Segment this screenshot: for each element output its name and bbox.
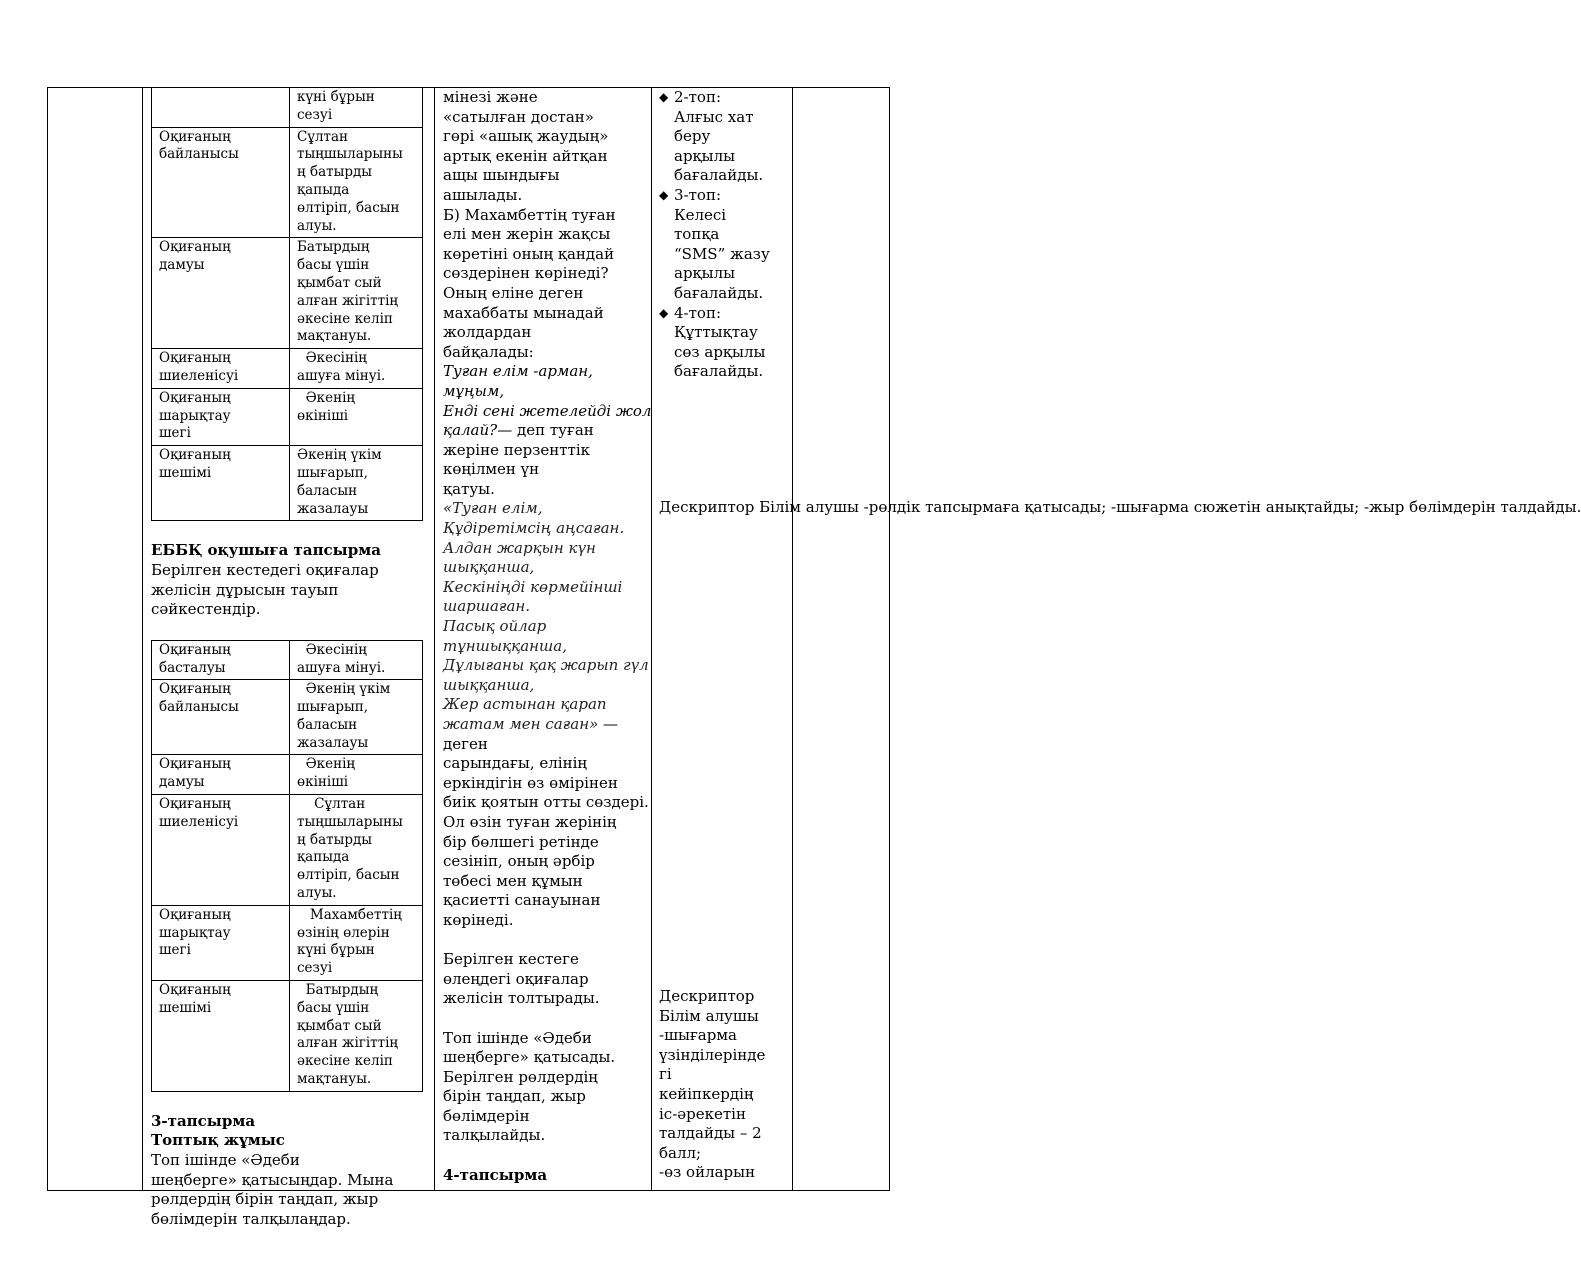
activity-paragraph: Топ ішінде «Әдеби шеңберге» қатысады. Берілген рөлдердің бірін таңдап, жыр бөлімдерін талқылайды. — [443, 1028, 616, 1145]
event-stage-value: Сұлтан тыңшыларыны ң батырды қапыда өлтіріп, басын алуы. — [290, 127, 423, 238]
task3-text: Топ ішінде «Әдеби шеңберге» қатысыңдар. Мына рөлдердің бірін таңдап, жыр бөлімдерін талқылаңдар. — [151, 1151, 394, 1228]
event-stage-label: Оқиғаның байланысы — [152, 127, 290, 238]
poem-line: Туған елім -арман, — [443, 362, 593, 381]
table-row — [152, 680, 423, 755]
event-stage-label: Оқиғаның шарықтау шегі — [152, 905, 290, 980]
event-stage-value: Әкенің өкініші — [290, 388, 423, 445]
event-stage-label: Оқиғаның шешімі — [152, 446, 290, 521]
poem-tail: — деп туған — [497, 421, 594, 440]
event-stage-value: күні бұрын сезуі — [290, 88, 423, 128]
bullet-text: 3-топ: Келесі топқа “SMS” жазу арқылы бағалайды. — [674, 185, 770, 302]
event-stage-label: Оқиғаның дамуы — [152, 238, 290, 349]
activity-paragraph: Берілген кестеге өлеңдегі оқиғалар желісін толтырады. — [443, 950, 600, 1008]
descriptor-2: Дескриптор Білім алушы -шығарма үзінділерінде гі кейіпкердің іс-әрекетін талдайды – 2 балл; -өз ойларын — [659, 987, 766, 1182]
event-stage-label: Оқиғаның шарықтау шегі — [152, 388, 290, 445]
descriptor-1: Дескриптор Білім алушы -рөлдік тапсырмаға қатысады; -шығарма сюжетін анықтайды; -жыр бөлімдерін талдайды. — [659, 498, 1581, 516]
event-stage-value: Әкенің өкініші — [290, 755, 423, 795]
table-row — [152, 349, 423, 389]
bullet-text: 2-топ: Алғыс хат беру арқылы бағалайды. — [674, 88, 764, 185]
poem-fragment: қалай? — [443, 421, 498, 440]
table-row — [152, 981, 423, 1092]
activity-paragraph: мінезі және «сатылған достан» гөрі «ашық жаудың» артық екенін айтқан ащы шындығы ашылады. Б) Махамбеттің туған елі мен жерін жақсы көретіні оның қандай сөздерінен көрінеді? Оның еліне деген махаббаты мынадай жолдардан байқалады: — [443, 88, 616, 361]
event-stage-value: Батырдың басы үшін қымбат сый алған жігіттің әкесіне келіп мақтануы. — [290, 238, 423, 349]
table-row — [152, 905, 423, 980]
events-table-1 — [151, 87, 423, 521]
bullet-text: 4-топ: Құттықтау сөз арқылы бағалайды. — [674, 303, 766, 381]
event-stage-label: Оқиғаның дамуы — [152, 755, 290, 795]
task3-heading: 3-тапсырма — [151, 1111, 256, 1130]
assessment-bullet — [659, 186, 809, 304]
diamond-bullet-icon: ◆ — [659, 90, 669, 104]
assessment-bullet — [659, 88, 809, 186]
event-stage-value: Сұлтан тыңшыларыны ң батырды қапыда өлтіріп, басын алуы. — [290, 795, 423, 906]
event-stage-label: Оқиғаның шешімі — [152, 981, 290, 1092]
task3-subheading: Топтық жұмыс — [151, 1131, 285, 1150]
assessment-bullet — [659, 304, 809, 382]
event-stage-value: Әкесінің ашуға мінуі. — [290, 640, 423, 680]
table-row — [152, 127, 423, 238]
table-row — [152, 388, 423, 445]
activity-column — [443, 88, 679, 1190]
event-stage-value: Махамбеттің өзінің өлерін күні бұрын сезуі — [290, 905, 423, 980]
table-row — [152, 238, 423, 349]
poem-line: мұңым, — [443, 381, 505, 400]
poem-quote-tail: — — [598, 715, 619, 733]
column-divider — [434, 87, 435, 1191]
event-stage-label: Оқиғаның байланысы — [152, 680, 290, 755]
event-stage-value: Әкесінің ашуға мінуі. — [290, 349, 423, 389]
event-stage-value: Әкенің үкім шығарып, баласын жазалауы — [290, 446, 423, 521]
column-divider — [142, 87, 143, 1191]
poem-line-with-tail — [443, 421, 679, 441]
assessment-column — [659, 88, 1581, 1190]
table-row — [152, 640, 423, 680]
table-row — [152, 88, 423, 128]
diamond-bullet-icon: ◆ — [659, 305, 669, 320]
tasks-column — [151, 88, 431, 1228]
task-text: Берілген кестедегі оқиғалар желісін дұрысын тауып сәйкестендір. — [151, 560, 379, 619]
events-table-2 — [151, 640, 423, 1092]
event-stage-value: Әкенің үкім шығарып, баласын жазалауы — [290, 680, 423, 755]
event-stage-label: Оқиғаның шиеленісуі — [152, 349, 290, 389]
table-row — [152, 755, 423, 795]
poem-quote-block — [443, 499, 679, 734]
event-stage-label: Оқиғаның басталуы — [152, 640, 290, 680]
activity-paragraph: деген сарындағы, елінің еркіндігін өз өмірінен биік қоятын отты сөздері. Ол өзін туған жерінің бір бөлшегі ретінде сезініп, оның әрбір төбесі мен құмын қасиетті санауынан көрінеді. — [443, 734, 649, 929]
event-stage-value: Батырдың басы үшін қымбат сый алған жігіттің әкесіне келіп мақтануы. — [290, 981, 423, 1092]
task4-heading: 4-тапсырма — [443, 1165, 548, 1184]
activity-paragraph: жеріне перзенттік көңілмен үн қатуы. — [443, 440, 591, 498]
table-row — [152, 446, 423, 521]
table-row — [152, 795, 423, 906]
event-stage-label — [152, 88, 290, 128]
poem-quote: «Туған елім, Құдіретімсің аңсаған. Алдан жарқын күн шыққанша, Кескініңді көрмейінші шаршаған. Пасық ойлар тұншыққанша, Дұлығаны қақ жарып гүл шыққанша, Жер астынан қарап жатам мен саған» — [443, 499, 649, 733]
assessment-bullets — [659, 88, 809, 382]
event-stage-label: Оқиғаның шиеленісуі — [152, 795, 290, 906]
task-heading: ЕББҚ оқушыға тапсырма — [151, 541, 381, 560]
diamond-bullet-icon: ◆ — [659, 187, 669, 202]
poem-line: Енді сені жетелейді жол — [443, 401, 652, 420]
